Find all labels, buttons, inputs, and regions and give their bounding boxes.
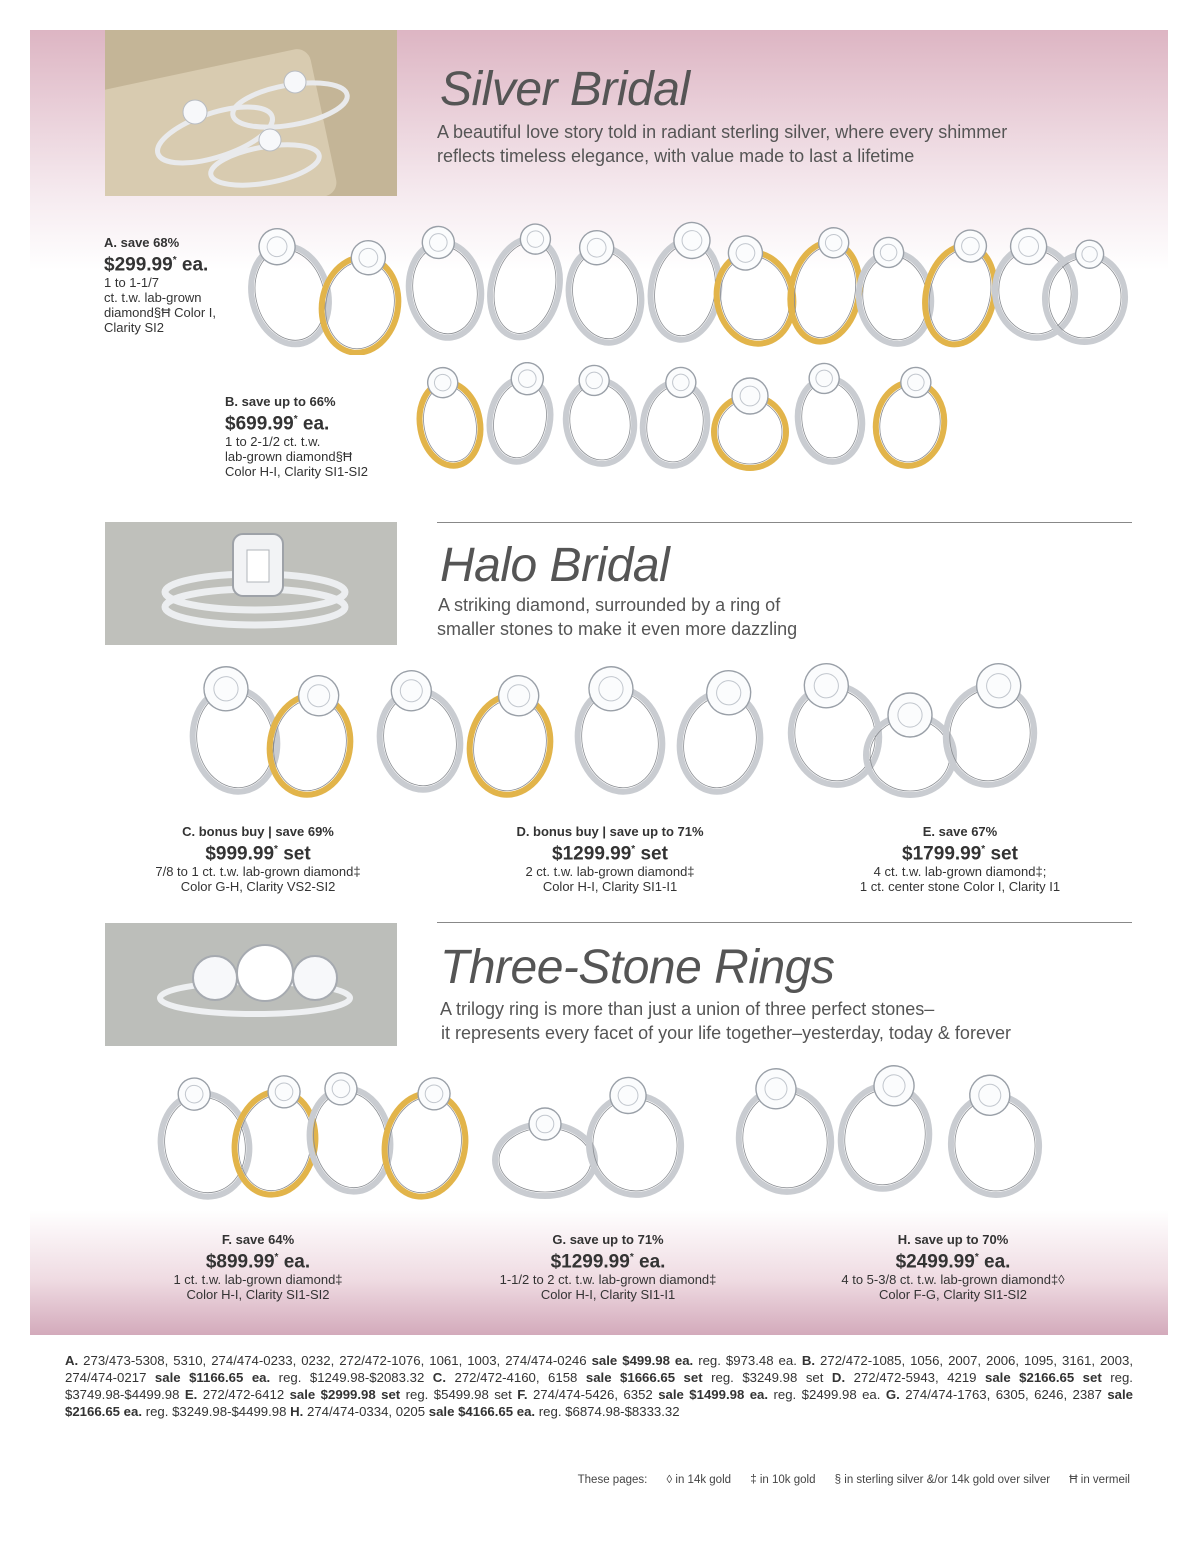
offer-b-label: B. save up to 66% [225,394,336,409]
ring-illustration-b-3 [558,362,639,468]
offer-h-price: $2499.99* ea. [895,1251,1011,1273]
offer-c-detail-2: Color G-H, Clarity VS2-SI2 [180,879,336,895]
offer-g-label: G. save up to 71% [552,1232,664,1247]
offer-f-label: F. save 64% [221,1232,295,1247]
legend-14k-gold: ◊ in 14k gold [666,1474,732,1486]
ring-illustration-three-stone-8 [833,1058,941,1195]
section-divider-halo [437,522,1132,523]
offer-e-detail-2: 1 ct. center stone Color I, Clarity I1 [859,879,1061,895]
offer-g-detail-2: Color H-I, Clarity SI1-I1 [540,1287,676,1303]
offer-e-label: E. save 67% [922,824,998,839]
offer-b-detail-2: lab-grown diamond§Ħ [225,449,353,465]
ring-row-three-stone [145,1055,1080,1215]
offer-a [104,235,234,335]
offer-b-detail-1: 1 to 2-1/2 ct. t.w. [225,434,321,450]
ring-illustration-b-5 [714,378,786,468]
ring-illustration-b-7 [870,363,951,471]
section-desc-line1: A trilogy ring is more than just a union of three perfect stones– [440,999,935,1019]
offer-f-detail-1: 1 ct. t.w. lab-grown diamond‡ [173,1272,343,1288]
ring-row-a [245,210,1130,355]
offer-a-detail-3: diamond§Ħ Color I, [104,305,216,321]
ring-row-halo [180,660,1060,810]
section-title-silver-bridal: Silver Bridal [440,63,690,116]
ring-illustration-three-stone-3 [299,1066,399,1198]
ring-illustration-b-1 [411,363,487,471]
ring-illustration-a-4 [481,217,571,344]
ring-illustration-a-5 [558,225,649,349]
ring-illustration-three-stone-9 [944,1071,1044,1200]
ring-illustration-b-6 [790,362,867,466]
section-title-three-stone: Three-Stone Rings [440,941,835,994]
legend-sterling-silver: § in sterling silver &/or 14k gold over silver [834,1474,1051,1486]
offer-f [118,1232,398,1302]
offer-d-price: $1299.99* set [552,843,668,865]
legend-10k-gold: ‡ in 10k gold [750,1474,816,1486]
silver-bridal-lifestyle-photo [105,30,397,196]
offer-e-detail-1: 4 ct. t.w. lab-grown diamond‡; [873,864,1047,880]
offer-d-detail-2: Color H-I, Clarity SI1-I1 [542,879,678,895]
ring-illustration-three-stone-6 [580,1071,688,1201]
offer-f-detail-2: Color H-I, Clarity SI1-SI2 [186,1287,330,1303]
offer-a-detail-2: ct. t.w. lab-grown [104,290,202,306]
section-divider-three-stone [437,922,1132,923]
offer-d-detail-1: 2 ct. t.w. lab-grown diamond‡ [525,864,695,880]
section-title-halo-bridal: Halo Bridal [440,539,670,592]
pricing-footnote: A. 273/473-5308, 5310, 274/474-0233, 0232, 272/472-1076, 1061, 1003, 274/474-0246 sale $499.98 ea. reg. $973.48 ea. B. 272/472-1085, 1056, 2007, 2006, 1095, 3161, 2003, 274/474-0217 sale $1166.65 ea. reg. $1249.98-$2083.32 C. 272/472-4160, 6158 sale $1666.65 set reg. $3249.98 set D. 272/472-5943, 4219 sale $2166.65 set reg. $3749.98-$4499.98 E. 272/472-6412 sale $2999.98 set reg. $5499.98 set F. 274/474-5426, 6352 sale $1499.98 ea. reg. $2499.98 ea. G. 274/474-1763, 6305, 6246, 2387 sale $2166.65 ea. reg. $3249.98-$4499.98 H. 274/474-0334, 0205 sale $4166.65 ea. reg. $6874.98-$8333.32 [65,1353,1134,1419]
offer-g [468,1232,748,1302]
ring-illustration-a-11 [986,223,1081,343]
offer-b [225,394,405,479]
ring-illustration-halo-5 [566,660,671,799]
ring-illustration-b-4 [637,363,714,470]
ring-illustration-a-3 [400,222,487,343]
metal-legend [562,1474,1130,1486]
offer-c-label: C. bonus buy | save 69% [182,824,334,839]
ring-illustration-halo-6 [672,664,772,798]
section-desc-line2: reflects timeless elegance, with value made to last a lifetime [437,146,915,166]
ring-illustration-three-stone-7 [727,1061,839,1199]
offer-c-price: $999.99* set [205,843,311,865]
offer-c [118,824,398,894]
legend-vermeil: Ħ in vermeil [1069,1474,1130,1486]
offer-h-label: H. save up to 70% [897,1232,1009,1247]
offer-e [820,824,1100,894]
ring-row-b [410,362,990,482]
offer-g-price: $1299.99* ea. [550,1251,666,1273]
ring-illustration-b-2 [483,362,559,467]
section-desc-line1: A beautiful love story told in radiant sterling silver, where every shimmer [437,122,1008,142]
offer-g-detail-1: 1-1/2 to 2 ct. t.w. lab-grown diamond‡ [499,1272,717,1288]
offer-b-detail-3: Color H-I, Clarity SI1-SI2 [225,464,369,480]
offer-e-price: $1799.99* set [902,843,1018,865]
offer-a-price: $299.99* ea. [104,254,209,276]
offer-d [470,824,750,894]
offer-a-detail-1: 1 to 1-1/7 [104,275,159,291]
ring-illustration-three-stone-5 [495,1108,595,1196]
offer-a-label: A. save 68% [104,235,180,250]
section-desc-line1: A striking diamond, surrounded by a ring of [438,595,781,615]
offer-h-detail-1: 4 to 5-3/8 ct. t.w. lab-grown diamond‡◊ [841,1272,1065,1288]
offer-a-detail-4: Clarity SI2 [104,320,164,336]
ring-illustration-halo-3 [368,664,468,796]
three-stone-photo [105,923,397,1046]
ring-illustration-three-stone-1 [148,1069,259,1205]
ring-illustration-halo-4 [462,669,562,801]
ring-illustration-halo-9 [938,660,1046,792]
section-desc-line2: it represents every facet of your life together–yesterday, today & forever [441,1023,1011,1043]
ring-illustration-a-7 [705,228,802,350]
offer-f-price: $899.99* ea. [205,1251,311,1273]
offer-h-detail-2: Color F-G, Clarity SI1-SI2 [878,1287,1028,1303]
halo-bridal-photo [105,522,397,645]
section-desc-line2: smaller stones to make it even more dazzling [437,619,798,639]
offer-d-label: D. bonus buy | save up to 71% [516,824,704,839]
legend-intro: These pages: [577,1474,648,1486]
offer-c-detail-1: 7/8 to 1 ct. t.w. lab-grown diamond‡ [155,864,361,880]
offer-b-price: $699.99* ea. [225,413,330,435]
offer-h [813,1232,1093,1302]
